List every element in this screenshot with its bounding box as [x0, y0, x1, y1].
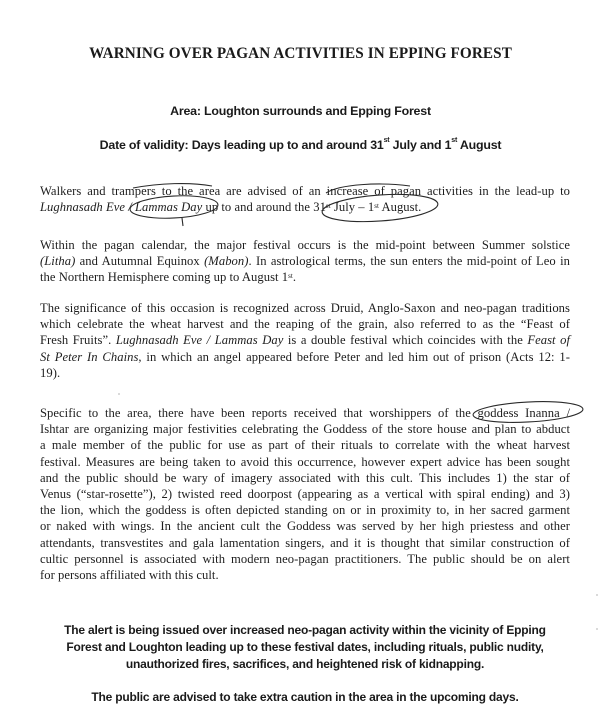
text-run: August.	[378, 200, 422, 215]
paragraph-line: attendants, transvestites and gala lamentation singers, and it is thought that similar construction of	[40, 535, 570, 550]
tick-mark	[182, 218, 183, 226]
paragraph-specific	[40, 405, 570, 583]
paper-speck	[596, 594, 598, 596]
superscript: st	[374, 202, 379, 211]
paragraph-significance	[40, 300, 570, 381]
validity-suffix: August	[457, 138, 502, 152]
text-run: , in which an angel appeared before Peter and led him out of prison (Acts 12: 1-	[138, 349, 570, 364]
paper-speck	[118, 393, 120, 395]
paragraph-line: or naked with wings. In the ancient cult the Goddess was served by her high priestess and other	[40, 519, 570, 534]
text-run: .	[292, 270, 297, 285]
paragraph-calendar	[40, 237, 570, 286]
italic-text: Feast of	[527, 333, 571, 348]
paragraph-line: Ishtar are organizing major festivities celebrating the Goddess of the store house and plan to abduct	[40, 422, 570, 437]
italic-text: Lughnasadh Eve / Lammas Day	[115, 333, 284, 348]
text-run: is a double festival which coincides with the	[283, 333, 528, 348]
superscript: st	[325, 202, 331, 211]
text-run: the Northern Hemisphere coming up to August 1	[40, 270, 289, 285]
text-run: up to and around the	[202, 200, 314, 215]
validity-sup-1: st	[383, 137, 390, 144]
paragraph-line	[40, 269, 570, 285]
paragraph-line	[40, 332, 570, 348]
italic-text: Lughnasadh Eve	[40, 200, 126, 215]
paragraph-line: Venus (“star-rosette”), 2) twisted reed doorpost (appearing as a vertical with spiral ending) and 3)	[40, 487, 570, 502]
area-line: Area: Loughton surrounds and Epping Forest	[170, 104, 431, 118]
paragraph-line	[40, 199, 570, 215]
paragraph-line	[40, 253, 570, 269]
paragraph-line: which celebrate the wheat harvest and the reaping of the grain, also referred to as the “Feast of	[40, 317, 570, 332]
validity-sup-2: st	[451, 137, 458, 144]
paragraph-line: cultic personnel is associated with modern neo-pagan practitioners. The public should be on alert	[40, 551, 570, 566]
paper-speck	[596, 628, 598, 630]
paragraph-line: a male member of the public for use as part of their rituals to correlate with the wheat harvest	[40, 438, 570, 453]
validity-line	[0, 138, 601, 152]
text-run: 31	[313, 200, 326, 215]
alert-line: unauthorized fires, sacrifices, and heightened risk of kidnapping.	[125, 657, 485, 672]
text-run: and Autumnal Equinox	[75, 254, 205, 269]
paragraph-line: the lion, which the goddess is often depicted standing on or in proximity to, in her sacred garment	[40, 503, 570, 518]
validity-mid: July and 1	[389, 138, 452, 152]
text-run: Fresh Fruits”.	[40, 333, 116, 348]
text-run: July – 1	[330, 200, 375, 215]
paragraph-advisory	[40, 183, 570, 215]
italic-text: (Mabon)	[204, 254, 249, 269]
paragraph-line: and the public should be wary of imagery associated with this cult. This includes 1) the star of	[40, 470, 570, 485]
validity-prefix: Date of validity: Days leading up to and around 31	[99, 138, 384, 152]
italic-text: (Litha)	[40, 254, 76, 269]
paragraph-line: Walkers and trampers to the area are advised of an increase of pagan activities in the lead-up to	[40, 184, 570, 198]
italic-text: St Peter In Chains	[40, 349, 139, 364]
italic-text: / Lammas Day	[128, 200, 203, 215]
alert-line: Forest and Loughton leading up to these festival dates, including rituals, public nudity,	[66, 640, 544, 655]
paragraph-line	[40, 349, 570, 365]
paragraph-line: Specific to the area, there have been reports received that worshippers of the goddess Inanna /	[40, 406, 570, 420]
advice-statement: The public are advised to take extra caution in the area in the upcoming days.	[91, 690, 519, 704]
paragraph-line: festival. Measures are being taken to avoid this occurrence, however expert advice has been sought	[40, 454, 570, 469]
paragraph-line: for persons affiliated with this cult.	[40, 568, 219, 583]
paragraph-line: 19).	[40, 365, 61, 380]
superscript: st	[288, 272, 293, 281]
alert-line: The alert is being issued over increased neo-pagan activity within the vicinity of Epping	[64, 623, 546, 637]
alert-statement	[40, 622, 570, 674]
paragraph-line: Within the pagan calendar, the major festival occurs is the mid-point between Summer solstice	[40, 238, 570, 252]
text-run: . In astrological terms, the sun enters the mid-point of Leo in	[248, 254, 570, 269]
paragraph-line: The significance of this occasion is recognized across Druid, Anglo-Saxon and neo-pagan traditions	[40, 301, 570, 315]
document-title: WARNING OVER PAGAN ACTIVITIES IN EPPING FOREST	[89, 45, 512, 62]
date-run	[313, 200, 421, 214]
